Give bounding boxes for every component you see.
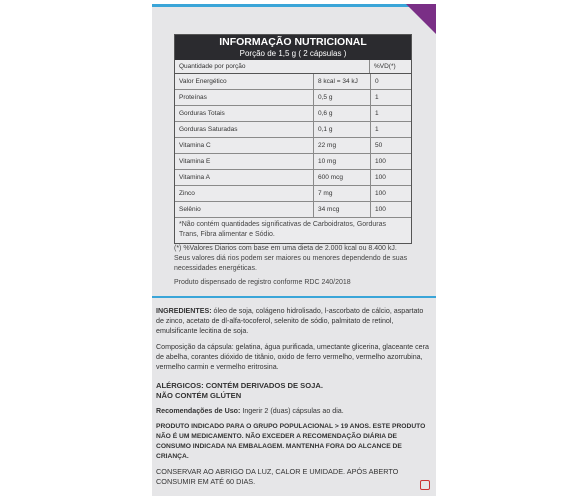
nutrient-name: Zinco xyxy=(179,190,195,197)
nutrient-qty: 34 mcg xyxy=(313,202,370,217)
nutrient-qty: 10 mg xyxy=(313,154,370,169)
table-row xyxy=(175,90,411,106)
nutrient-name: Valor Energético xyxy=(179,78,227,85)
vd-header: %VD(*) xyxy=(369,60,411,73)
nutrient-name: Selênio xyxy=(179,206,201,213)
top-stripe xyxy=(152,4,436,7)
table-footnote: *Não contém quantidades significativas de Carboidratos, Gorduras Trans, Fibra alimentar e Sódio. xyxy=(179,221,387,238)
table-row xyxy=(175,106,411,122)
nutrition-title: INFORMAÇÃO NUTRICIONAL xyxy=(219,36,367,48)
usage-text: Ingerir 2 (duas) cápsulas ao dia. xyxy=(240,407,344,415)
table-row xyxy=(175,122,411,138)
nutrient-qty: 600 mcg xyxy=(313,170,370,185)
nutrient-vd: 1 xyxy=(370,90,411,105)
nutrient-name: Vitamina C xyxy=(179,142,211,149)
divider-stripe xyxy=(152,296,436,298)
ingredients-label: INGREDIENTES: xyxy=(156,307,212,315)
nutrient-vd: 100 xyxy=(370,154,411,169)
nutrient-qty: 0,5 g xyxy=(313,90,370,105)
table-row xyxy=(175,138,411,154)
nutrient-name: Gorduras Totais xyxy=(179,110,225,117)
table-row xyxy=(175,202,411,218)
nutrient-qty: 8 kcal = 34 kJ xyxy=(313,74,370,89)
registration-note: Produto dispensado de registro conforme RDC 240/2018 xyxy=(174,279,351,286)
label-panel xyxy=(152,4,436,496)
nutrient-qty: 0,1 g xyxy=(313,122,370,137)
usage xyxy=(156,406,432,416)
allergens: ALÉRGICOS: CONTÉM DERIVADOS DE SOJA. xyxy=(156,381,323,390)
usage-label: Recomendações de Uso: xyxy=(156,407,241,415)
nutrient-vd: 100 xyxy=(370,186,411,201)
nutrition-header xyxy=(175,35,411,60)
ingredients xyxy=(156,306,432,336)
nutrition-rows xyxy=(175,74,411,218)
corner-accent xyxy=(406,4,436,34)
table-row xyxy=(175,170,411,186)
storage-text: CONSERVAR AO ABRIGO DA LUZ, CALOR E UMIDADE. APÓS ABERTO CONSUMIR EM ATÉ 60 DIAS. xyxy=(156,467,399,486)
qty-header: Quantidade por porção xyxy=(179,63,246,70)
table-row xyxy=(175,186,411,202)
nutrient-name: Gorduras Saturadas xyxy=(179,126,238,133)
ingredients-text: óleo de soja, colágeno hidrolisado, l-ascorbato de cálcio, aspartato de zinco, acetato de dl-alfa-tocoferol, selenito de sódio, palmitato de retinol, emulsificante lecitina de soja. xyxy=(156,307,424,335)
nutrient-name: Proteínas xyxy=(179,94,207,101)
table-row xyxy=(175,74,411,90)
nutrient-qty: 22 mg xyxy=(313,138,370,153)
nutrient-name: Vitamina E xyxy=(179,158,211,165)
recycle-icon xyxy=(420,480,430,490)
table-header-row xyxy=(175,60,411,74)
warning-text: PRODUTO INDICADO PARA O GRUPO POPULACIONAL > 19 ANOS. ESTE PRODUTO NÃO É UM MEDICAMENTO. NÃO EXCEDER A RECOMENDAÇÃO DIÁRIA DE CONSUMO INDICADA NA EMBALAGEM. MANTENHA FORA DO ALCANCE DE CRIANÇA. xyxy=(156,423,426,460)
nutrient-qty: 7 mg xyxy=(313,186,370,201)
table-row xyxy=(175,154,411,170)
nutrient-vd: 100 xyxy=(370,170,411,185)
nutrient-vd: 1 xyxy=(370,106,411,121)
nutrient-name: Vitamina A xyxy=(179,174,210,181)
nutrition-table xyxy=(174,34,412,244)
serving-size: Porção de 1,5 g ( 2 cápsulas ) xyxy=(239,49,347,58)
nutrient-vd: 100 xyxy=(370,202,411,217)
capsule-composition: Composição da cápsula: gelatina, água purificada, umectante glicerina, glaceante cera de abelha, corantes dióxido de titânio, oxido de ferro vermelho, vermelho azorrubina, vermelho carmin e vermelho eritrosina. xyxy=(156,343,429,371)
daily-values-note: (*) %Valores Diarios com base em uma dieta de 2.000 kcal ou 8.400 kJ. Seus valores diá rios podem ser maiores ou menores dependendo de suas necessidades energéticas. xyxy=(174,245,408,272)
gluten-info: NÃO CONTÉM GLÚTEN xyxy=(156,391,242,400)
nutrient-qty: 0,6 g xyxy=(313,106,370,121)
nutrient-vd: 1 xyxy=(370,122,411,137)
nutrient-vd: 0 xyxy=(370,74,411,89)
nutrient-vd: 50 xyxy=(370,138,411,153)
